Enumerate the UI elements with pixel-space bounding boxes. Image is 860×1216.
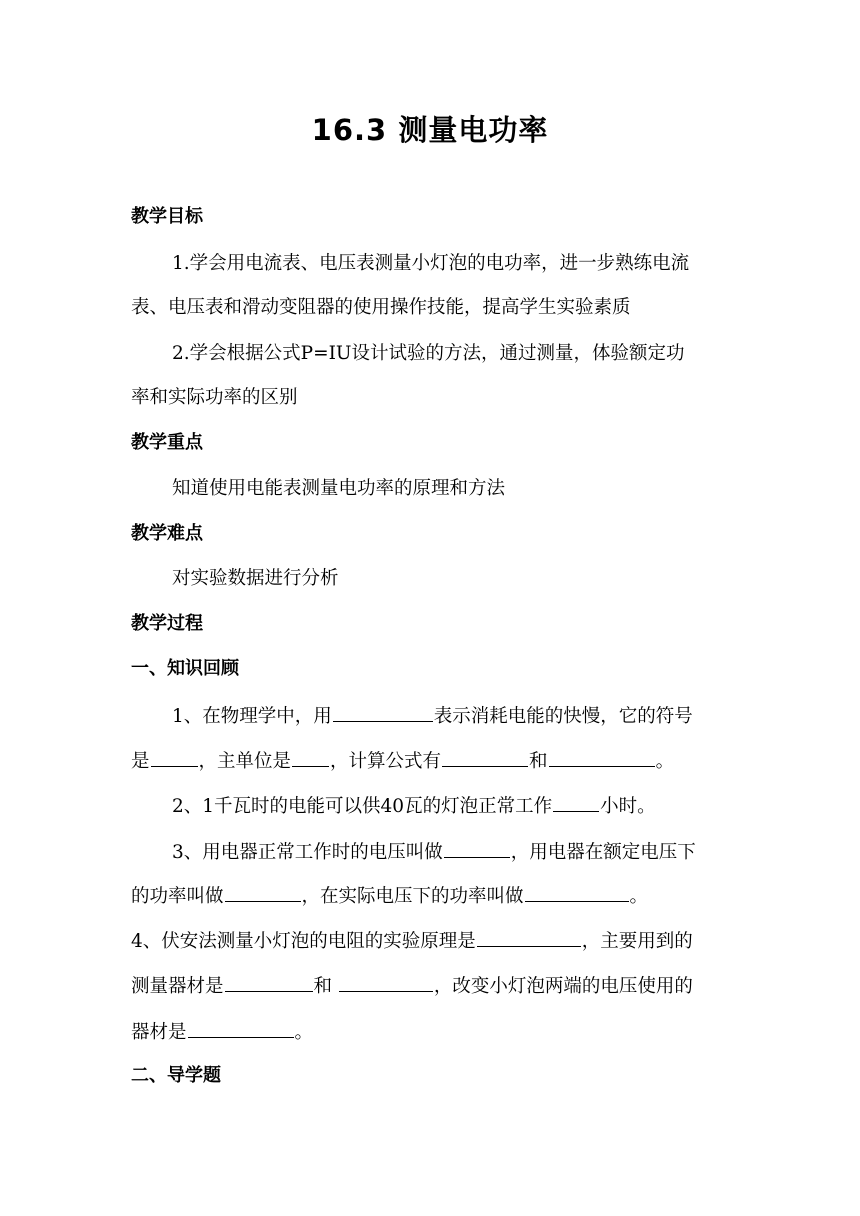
fill-blank[interactable] bbox=[292, 746, 329, 767]
objective-1-line-2: 表、电压表和滑动变阻器的使用操作技能，提高学生实验素质 bbox=[131, 297, 631, 318]
fill-blank[interactable] bbox=[442, 746, 528, 767]
fill-blank[interactable] bbox=[225, 971, 313, 992]
fill-blank[interactable] bbox=[225, 881, 301, 902]
question-4-text-b: ，主要用到的 bbox=[581, 931, 693, 952]
key-points-heading: 教学重点 bbox=[131, 432, 203, 453]
fill-blank[interactable] bbox=[188, 1017, 294, 1038]
key-points-text: 知道使用电能表测量电功率的原理和方法 bbox=[172, 478, 506, 499]
question-1-text-d: ，主单位是 bbox=[198, 751, 292, 772]
question-3-text-e: 。 bbox=[629, 886, 649, 907]
question-1-line-1 bbox=[172, 701, 732, 730]
question-4-text-d: 和 bbox=[313, 976, 333, 997]
question-4-text-c: 测量器材是 bbox=[131, 976, 224, 997]
guide-heading: 二、导学题 bbox=[131, 1065, 221, 1086]
fill-blank[interactable] bbox=[151, 746, 198, 767]
question-4-line-2 bbox=[131, 971, 731, 1000]
page-title: 16.3 测量电功率 bbox=[311, 113, 549, 147]
question-4-text-f: 器材是 bbox=[131, 1022, 187, 1043]
question-1-text-a: 1、在物理学中，用 bbox=[172, 706, 332, 727]
objective-2-line-2: 率和实际功率的区别 bbox=[131, 387, 298, 408]
question-3-line-2 bbox=[131, 881, 731, 910]
fill-blank[interactable] bbox=[549, 746, 655, 767]
question-4-text-g: 。 bbox=[294, 1022, 314, 1043]
process-heading: 教学过程 bbox=[131, 613, 203, 634]
question-3-text-a: 3、用电器正常工作时的电压叫做 bbox=[172, 842, 443, 863]
question-2-text-b: 小时。 bbox=[600, 796, 656, 817]
question-1-text-c: 是 bbox=[131, 751, 150, 772]
fill-blank[interactable] bbox=[333, 701, 433, 722]
question-4-line-1 bbox=[131, 926, 731, 955]
fill-blank[interactable] bbox=[339, 971, 433, 992]
question-4-text-a: 4、伏安法测量小灯泡的电阻的实验原理是 bbox=[131, 931, 476, 952]
difficulties-text: 对实验数据进行分析 bbox=[172, 568, 339, 589]
question-1-text-b: 表示消耗电能的快慢，它的符号 bbox=[433, 706, 693, 727]
question-4-line-3 bbox=[131, 1017, 731, 1046]
review-heading: 一、知识回顾 bbox=[131, 658, 239, 679]
question-3-text-d: ，在实际电压下的功率叫做 bbox=[301, 886, 524, 907]
question-1-text-e: ，计算公式有 bbox=[330, 751, 442, 772]
objectives-heading: 教学目标 bbox=[131, 206, 203, 227]
objective-2-line-1: 2.学会根据公式P=IU设计试验的方法，通过测量，体验额定功 bbox=[172, 343, 685, 364]
question-1-text-g: 。 bbox=[655, 751, 675, 772]
question-1-text-f: 和 bbox=[529, 751, 548, 772]
question-2-text-a: 2、1千瓦时的电能可以供40瓦的灯泡正常工作 bbox=[172, 796, 553, 817]
fill-blank[interactable] bbox=[444, 837, 510, 858]
fill-blank[interactable] bbox=[525, 881, 629, 902]
question-3-line-1 bbox=[172, 837, 732, 866]
question-4-text-e: ，改变小灯泡两端的电压使用的 bbox=[433, 976, 693, 997]
question-2-line bbox=[172, 791, 732, 820]
question-1-line-2 bbox=[131, 746, 731, 775]
question-3-text-c: 的功率叫做 bbox=[131, 886, 224, 907]
fill-blank[interactable] bbox=[553, 791, 599, 812]
fill-blank[interactable] bbox=[477, 926, 581, 947]
difficulties-heading: 教学难点 bbox=[131, 523, 203, 544]
objective-1-line-1: 1.学会用电流表、电压表测量小灯泡的电功率，进一步熟练电流 bbox=[172, 253, 690, 274]
question-3-text-b: ，用电器在额定电压下 bbox=[510, 842, 696, 863]
